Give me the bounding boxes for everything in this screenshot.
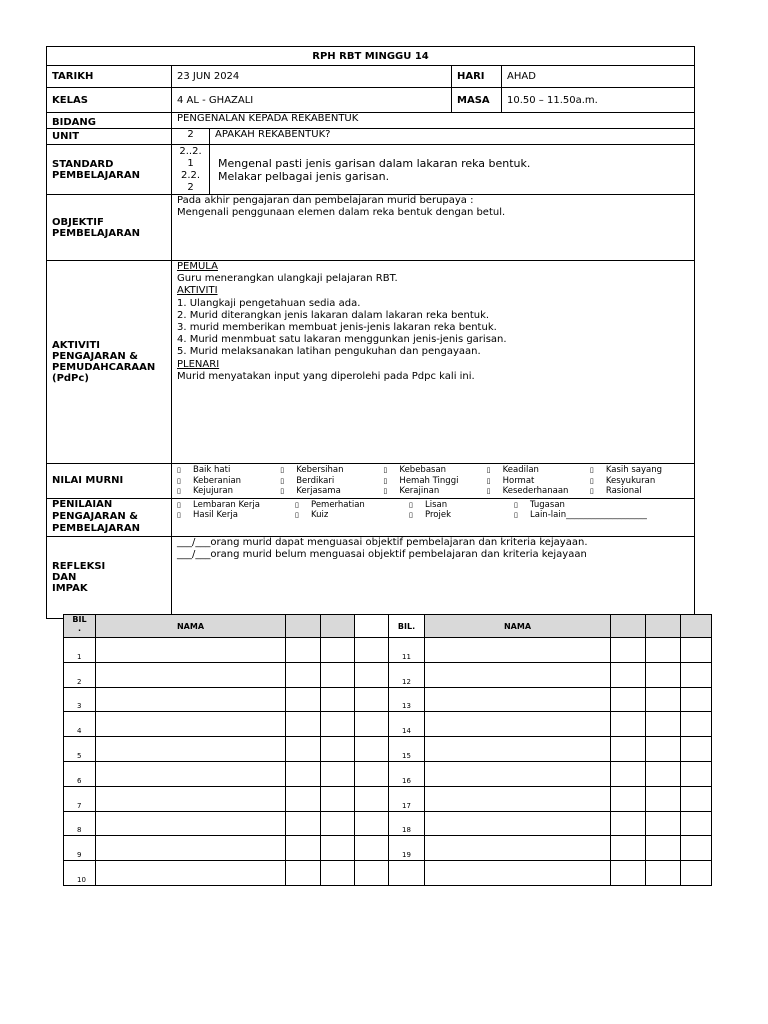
nilai-murni-options xyxy=(172,464,695,499)
checkbox-hormat[interactable]: ▯ Hormat xyxy=(487,476,586,487)
checkbox-tugasan[interactable]: ▯ Tugasan xyxy=(514,500,664,511)
table-row xyxy=(64,662,712,687)
bil-number: 4 xyxy=(64,712,96,737)
checkbox-hasil-kerja[interactable]: ▯ Hasil Kerja xyxy=(177,510,295,521)
pemula-heading: PEMULA xyxy=(177,261,218,272)
kelas-value: 4 AL - GHAZALI xyxy=(172,88,452,113)
mark-cell[interactable] xyxy=(321,662,355,687)
bil-number: 5 xyxy=(64,737,96,762)
bil-number: 11 xyxy=(389,638,425,663)
nilai-murni-label: NILAI MURNI xyxy=(47,464,172,499)
mark-cell[interactable] xyxy=(611,836,646,861)
checkbox-kebersihan[interactable]: ▯ Kebersihan xyxy=(280,465,379,476)
mark-cell[interactable] xyxy=(355,811,389,836)
mark-cell[interactable] xyxy=(286,836,321,861)
nama-cell[interactable] xyxy=(425,638,611,663)
mark-cell[interactable] xyxy=(321,687,355,712)
mark-cell[interactable] xyxy=(611,662,646,687)
checkbox-kerjasama[interactable]: ▯ Kerjasama xyxy=(280,486,379,497)
mark-cell[interactable] xyxy=(286,811,321,836)
nama-cell[interactable] xyxy=(425,811,611,836)
bil-number: 2 xyxy=(64,662,96,687)
student-list-table xyxy=(63,614,712,886)
bidang-label: BIDANG xyxy=(47,113,172,129)
table-row xyxy=(64,737,712,762)
checkbox-kejujuran[interactable]: ▯ Kejujuran xyxy=(177,486,276,497)
refleksi-content xyxy=(172,536,695,618)
table-row xyxy=(64,638,712,663)
aktiviti-heading: AKTIVITI xyxy=(177,285,218,297)
mark-cell[interactable] xyxy=(646,811,681,836)
nama-cell[interactable] xyxy=(96,836,286,861)
mark-cell[interactable] xyxy=(286,861,321,886)
table-row xyxy=(64,761,712,786)
mark-cell[interactable] xyxy=(611,786,646,811)
bil-number: 19 xyxy=(389,836,425,861)
mark-cell[interactable] xyxy=(321,786,355,811)
table-row xyxy=(64,786,712,811)
mark-cell[interactable] xyxy=(355,662,389,687)
checkbox-baik-hati[interactable]: ▯ Baik hati xyxy=(177,465,276,476)
kelas-label: KELAS xyxy=(47,88,172,113)
tarikh-value: 23 JUN 2024 xyxy=(172,66,452,88)
mark-cell[interactable] xyxy=(286,638,321,663)
mark-cell[interactable] xyxy=(611,712,646,737)
mark-cell[interactable] xyxy=(611,811,646,836)
bil-number: 16 xyxy=(389,761,425,786)
nama-cell[interactable] xyxy=(96,638,286,663)
mark-cell[interactable] xyxy=(355,786,389,811)
nama-cell[interactable] xyxy=(425,737,611,762)
mark-cell[interactable] xyxy=(681,687,712,712)
mark-cell[interactable] xyxy=(646,687,681,712)
mark-cell[interactable] xyxy=(321,811,355,836)
bil-number: 18 xyxy=(389,811,425,836)
mark-cell[interactable] xyxy=(611,687,646,712)
mark-cell[interactable] xyxy=(355,737,389,762)
hari-value: AHAD xyxy=(502,66,695,88)
mark-cell[interactable] xyxy=(355,836,389,861)
checkbox-kasih-sayang[interactable]: ▯ Kasih sayang xyxy=(590,465,689,476)
unit-number: 2 xyxy=(172,129,210,145)
table-row xyxy=(64,861,712,886)
mark-cell[interactable] xyxy=(681,712,712,737)
bil-header-left: BIL . xyxy=(64,615,96,638)
refleksi-line-1: ___/___orang murid dapat menguasai objektif pembelajaran dan kriteria kejayaan. xyxy=(177,536,588,548)
standard-label: STANDARD PEMBELAJARAN xyxy=(47,145,172,195)
bil-number: 1 xyxy=(64,638,96,663)
nama-cell[interactable] xyxy=(425,786,611,811)
mark-cell[interactable] xyxy=(321,836,355,861)
mark-cell[interactable] xyxy=(611,761,646,786)
mark-cell[interactable] xyxy=(646,638,681,663)
nama-cell[interactable] xyxy=(96,712,286,737)
mark-cell[interactable] xyxy=(611,861,646,886)
nama-cell[interactable] xyxy=(425,761,611,786)
nama-cell[interactable] xyxy=(96,737,286,762)
nama-cell[interactable] xyxy=(96,662,286,687)
mark-cell[interactable] xyxy=(611,638,646,663)
checkbox-keadilan[interactable]: ▯ Keadilan xyxy=(487,465,586,476)
mark-cell[interactable] xyxy=(286,786,321,811)
checkbox-berdikari[interactable]: ▯ Berdikari xyxy=(280,476,379,487)
bil-number: 14 xyxy=(389,712,425,737)
nama-cell[interactable] xyxy=(425,836,611,861)
checkbox-lembaran-kerja[interactable]: ▯ Lembaran Kerja xyxy=(177,500,295,511)
mark-cell[interactable] xyxy=(681,737,712,762)
bil-number: 13 xyxy=(389,687,425,712)
nama-cell[interactable] xyxy=(96,786,286,811)
checkbox-projek[interactable]: ▯ Projek xyxy=(409,510,514,521)
mark-cell[interactable] xyxy=(646,662,681,687)
mark-cell[interactable] xyxy=(646,737,681,762)
penilaian-options xyxy=(172,498,695,536)
mark-cell[interactable] xyxy=(611,737,646,762)
mark-cell[interactable] xyxy=(681,638,712,663)
checkbox-lain-lain[interactable]: ▯ Lain-lain___________________ xyxy=(514,510,664,521)
mark-cell[interactable] xyxy=(355,638,389,663)
checkbox-hemah-tinggi[interactable]: ▯ Hemah Tinggi xyxy=(383,476,482,487)
checkbox-rasional[interactable]: ▯ Rasional xyxy=(590,486,689,497)
mark-cell[interactable] xyxy=(321,737,355,762)
unit-label: UNIT xyxy=(47,129,172,145)
bil-number xyxy=(389,861,425,886)
mark-cell[interactable] xyxy=(286,662,321,687)
aktiviti-label: AKTIVITI PENGAJARAN & PEMUDAHCARAAN (PdPc) xyxy=(47,261,172,464)
penilaian-label: PENILAIAN PENGAJARAN & PEMBELAJARAN xyxy=(47,498,172,536)
nama-cell[interactable] xyxy=(425,662,611,687)
plenari-heading: PLENARI xyxy=(177,358,220,370)
bil-number: 8 xyxy=(64,811,96,836)
mark-cell[interactable] xyxy=(681,836,712,861)
nama-cell[interactable] xyxy=(425,712,611,737)
bil-number: 15 xyxy=(389,737,425,762)
refleksi-line-2: ___/___orang murid belum menguasai objektif pembelajaran dan kriteria kejayaan xyxy=(177,548,587,560)
page-title: RPH RBT MINGGU 14 xyxy=(47,47,695,66)
mark-cell[interactable] xyxy=(681,662,712,687)
rph-table xyxy=(46,46,695,619)
bil-number: 6 xyxy=(64,761,96,786)
objektif-content: Pada akhir pengajaran dan pembelajaran murid berupaya : Mengenali penggunaan elemen dalam reka bentuk dengan betul. xyxy=(172,195,695,261)
masa-value: 10.50 – 11.50a.m. xyxy=(502,88,695,113)
standard-items: Mengenal pasti jenis garisan dalam lakaran reka bentuk. Melakar pelbagai jenis garisan. xyxy=(210,145,695,195)
mark-cell[interactable] xyxy=(321,861,355,886)
nama-header-left: NAMA xyxy=(96,615,286,638)
table-row xyxy=(64,836,712,861)
mark-cell[interactable] xyxy=(286,761,321,786)
mark-cell[interactable] xyxy=(321,638,355,663)
refleksi-label: REFLEKSI DAN IMPAK xyxy=(47,536,172,618)
bil-number: 12 xyxy=(389,662,425,687)
table-row xyxy=(64,712,712,737)
mark-cell[interactable] xyxy=(646,861,681,886)
checkbox-kesederhanaan[interactable]: ▯ Kesederhanaan xyxy=(487,486,586,497)
checkbox-pemerhatian[interactable]: ▯ Pemerhatian xyxy=(295,500,409,511)
mark-cell[interactable] xyxy=(321,761,355,786)
table-row xyxy=(64,811,712,836)
bil-number: 7 xyxy=(64,786,96,811)
mark-cell[interactable] xyxy=(646,712,681,737)
mark-cell[interactable] xyxy=(681,761,712,786)
objektif-label: OBJEKTIF PEMBELAJARAN xyxy=(47,195,172,261)
nama-cell[interactable] xyxy=(96,687,286,712)
mark-cell[interactable] xyxy=(286,712,321,737)
checkbox-kuiz[interactable]: ▯ Kuiz xyxy=(295,510,409,521)
bil-number: 10 xyxy=(64,861,96,886)
mark-cell[interactable] xyxy=(286,737,321,762)
bidang-value: PENGENALAN KEPADA REKABENTUK xyxy=(172,113,695,129)
bil-header-right: BIL. xyxy=(389,615,425,638)
bil-number: 17 xyxy=(389,786,425,811)
mark-cell[interactable] xyxy=(286,687,321,712)
mark-cell[interactable] xyxy=(646,836,681,861)
nama-cell[interactable] xyxy=(425,687,611,712)
nama-cell[interactable] xyxy=(425,861,611,886)
aktiviti-content: PEMULA Guru menerangkan ulangkaji pelajaran RBT. AKTIVITI 1. Ulangkaji pengetahuan sedia ada. 2. Murid diterangkan jenis lakaran dalam lakaran reka bentuk. 3. murid memberikan membuat jenis-jenis lakaran reka bentuk. 4. Murid menmbuat satu lakaran menggunkan jenis-jenis garisan. 5. Murid melaksanakan latihan pengukuhan dan pengayaan. PLENARI Murid menyatakan input yang diperolehi pada Pdpc kali ini. xyxy=(172,261,695,464)
bil-number: 3 xyxy=(64,687,96,712)
mark-cell[interactable] xyxy=(646,786,681,811)
mark-cell[interactable] xyxy=(681,811,712,836)
mark-cell[interactable] xyxy=(355,861,389,886)
checkbox-kesyukuran[interactable]: ▯ Kesyukuran xyxy=(590,476,689,487)
tarikh-label: TARIKH xyxy=(47,66,172,88)
mark-cell[interactable] xyxy=(355,761,389,786)
masa-label: MASA xyxy=(452,88,502,113)
mark-cell[interactable] xyxy=(681,861,712,886)
mark-cell[interactable] xyxy=(646,761,681,786)
mark-cell[interactable] xyxy=(321,712,355,737)
checkbox-keberanian[interactable]: ▯ Keberanian xyxy=(177,476,276,487)
hari-label: HARI xyxy=(452,66,502,88)
checkbox-kebebasan[interactable]: ▯ Kebebasan xyxy=(383,465,482,476)
mark-cell[interactable] xyxy=(355,687,389,712)
unit-value: APAKAH REKABENTUK? xyxy=(210,129,695,145)
nama-cell[interactable] xyxy=(96,811,286,836)
mark-cell[interactable] xyxy=(355,712,389,737)
table-row xyxy=(64,687,712,712)
list-header-row xyxy=(64,615,712,638)
bil-number: 9 xyxy=(64,836,96,861)
checkbox-lisan[interactable]: ▯ Lisan xyxy=(409,500,514,511)
nama-cell[interactable] xyxy=(96,761,286,786)
nama-header-right: NAMA xyxy=(425,615,611,638)
checkbox-kerajinan[interactable]: ▯ Kerajinan xyxy=(383,486,482,497)
standard-codes: 2..2. 1 2.2. 2 xyxy=(172,145,210,195)
nama-cell[interactable] xyxy=(96,861,286,886)
mark-cell[interactable] xyxy=(681,786,712,811)
